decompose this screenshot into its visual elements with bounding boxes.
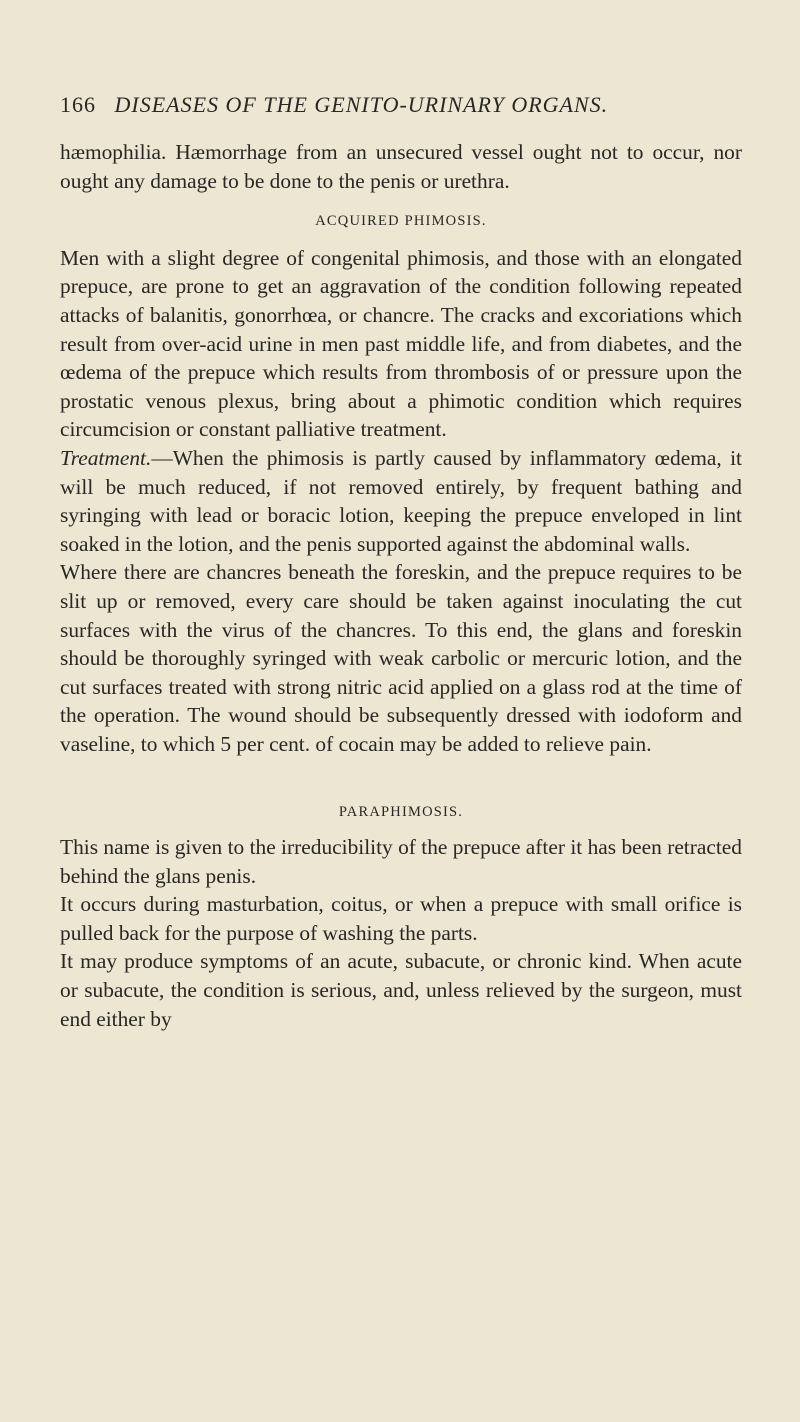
treatment-text: —When the phimosis is partly caused by inflammatory œdema, it will be much reduced, if not removed entirely, by frequent bathing and syringing with lead or boracic lotion, keeping the prepuce enveloped in lint soaked in the lotion, and the penis supported against the abdominal walls. <box>60 445 742 556</box>
running-head <box>60 92 608 118</box>
section-heading-acquired-phimosis: ACQUIRED PHIMOSIS. <box>315 213 487 230</box>
treatment-paragraph <box>60 444 742 558</box>
phimosis-paragraph: Men with a slight degree of congenital phimosis, and those with an elongated prepuce, are prone to get an aggravation of the condition following repeated attacks of balanitis, gonorrhœa, or chancre. The cracks and excoriations which result from over-acid urine in men past middle life, and from diabetes, and the œdema of the prepuce which results from thrombosis of or pressure upon the prostatic venous plexus, bring about a phimotic condition which requires circumcision or constant palliative treatment. <box>60 245 742 442</box>
page-number: 166 <box>60 92 96 117</box>
paraphimosis-symptoms-paragraph: It may produce symptoms of an acute, subacute, or chronic kind. When acute or subacute, the condition is serious, and, unless relieved by the surgeon, must end either by <box>60 949 742 1031</box>
treatment-label: Treatment. <box>60 445 152 470</box>
paraphimosis-occurrence-paragraph: It occurs during masturbation, coitus, or when a prepuce with small orifice is pulled back for the purpose of washing the parts. <box>60 892 742 945</box>
chancres-paragraph: Where there are chancres beneath the foreskin, and the prepuce requires to be slit up or removed, every care should be taken against inoculating the cut surfaces with the virus of the chancres. To this end, the glans and foreskin should be thoroughly syringed with weak carbolic or mercuric lotion, and the cut surfaces treated with strong nitric acid applied on a glass rod at the time of the operation. The wound should be subsequently dressed with iodoform and vaseline, to which 5 per cent. of cocain may be added to relieve pain. <box>60 560 742 756</box>
body-text <box>60 138 742 1033</box>
paraphimosis-definition-paragraph: This name is given to the irreducibility of the prepuce after it has been retracted behind the glans penis. <box>60 835 742 888</box>
section-heading-paraphimosis: PARAPHIMOSIS. <box>338 804 464 821</box>
running-head-title: DISEASES OF THE GENITO-URINARY ORGANS. <box>114 92 609 117</box>
intro-paragraph: hæmophilia. Hæmorrhage from an unsecured vessel ought not to occur, nor ought any damage to be done to the penis or urethra. <box>60 140 742 193</box>
